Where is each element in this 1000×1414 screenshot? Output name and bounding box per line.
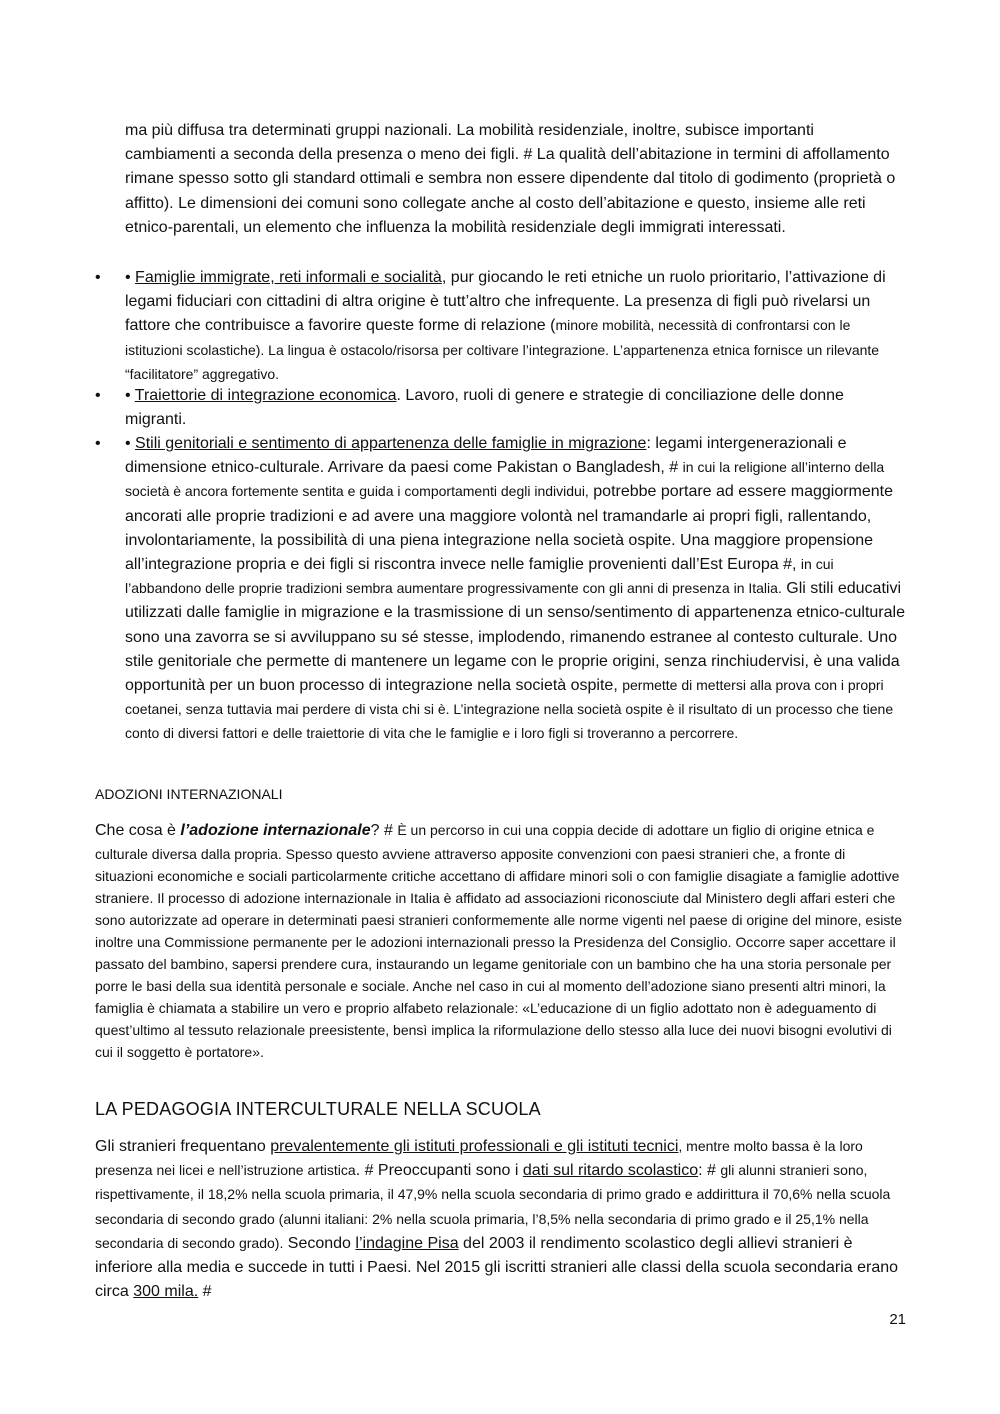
paragraph-text: : # [698, 1162, 721, 1180]
bullet-text: Gli stili educativi utilizzati dalle famiglie in migrazione e la trasmissione di un senso/sentimento di appartenenza etnico-culturale sono una zavorra se si avviluppano su sé stesse, implodendo, rimanendo estranee al contesto culturale. Uno stile genitoriale che permette di mantenere un legame con le proprie origini, senza rinchiudervisi, è una valida opportunità per un buon processo di integrazione nella società ospite, [125, 580, 905, 695]
bullet-text: potrebbe portare ad essere maggiormente ancorati alle proprie tradizioni e ad avere una maggiore volontà nel tramandarle ai propri figli, rallentando, involontariamente, la possibilità di una piena integrazione nella società ospite. Una maggiore propensione all’integrazione propria e dei figli si riscontra invece nelle famiglie provenienti dall’Est Europa #, [125, 483, 894, 574]
question-term: l’adozione internazionale [180, 822, 371, 839]
bullet-inline-mark: • [125, 269, 136, 286]
bullet-text: , pur giocando le reti etniche un ruolo prioritario, l’attivazione di legami fiduciari con cittadini di altra origine è tutt’altro che infrequente. La presenza di figli può rivelarsi un fattore che contribuisce a favorire queste forme di relazione ( [125, 269, 886, 335]
section-heading-pedagogia: LA PEDAGOGIA INTERCULTURALE NELLA SCUOLA [95, 1099, 541, 1119]
bullet-small-text: permette di mettersi alla prova con i propri coetanei, senza tuttavia mai perdere di vista chi si è. L’integrazione nella società ospite è il risultato di un processo che tiene conto di diversi fattori e delle traiettorie di vita che le famiglie e i loro figli si troveranno a percorrere. [125, 677, 894, 742]
underlined-phrase-300mila: 300 mila. [133, 1283, 199, 1301]
bullet-small-text: in cui l’abbandono delle proprie tradizioni sembra aumentare progressivamente con gli anni di presenza in Italia. [125, 556, 834, 597]
paragraph-pedagogia [95, 1135, 907, 1304]
underlined-phrase-ritardo: dati sul ritardo scolastico [522, 1162, 699, 1180]
paragraph-text: ma più diffusa tra determinati gruppi nazionali. La mobilità residenziale, inoltre, subisce importanti cambiamenti a seconda della presenza o meno dei figli. # La qualità dell’abitazione in termini di affollamento rimane spesso sotto gli standard ottimali e sembra non essere dipendente dal titolo di godimento (proprietà o affitto). Le dimensioni dei comuni sono collegate anche al costo dell’abitazione e questo, insieme alle reti etnico-parentali, un elemento che influenza la mobilità residenziale degli immigrati interessati. [125, 122, 896, 236]
paragraph-text: Secondo [283, 1234, 356, 1252]
adozioni-body: È un percorso in cui una coppia decide di adottare un figlio di origine etnica e culturale diversa dalla propria. Spesso questo avviene attraverso apposite convenzioni con paesi stranieri che, a fronte di situazioni economiche e sociali particolarmente critiche accettano di affidare minori soli o con famiglie disagiate a famiglie adottive straniere. Il processo di adozione internazionale in Italia è affidato ad associazioni riconosciute dal Ministero degli affari esteri che sono autorizzate ad operare in determinati paesi stranieri conformemente alle norme vigenti nel paese di origine del minore, esiste inoltre una Commissione permanente per le adozioni internazionali presso la Presidenza del Consiglio. Occorre saper accettare il passato del bambino, sapersi prendere cura, instaurando un legame genitoriale con un bambino che ha una storia personale per porre le basi della sua identità personale e sociale. Anche nel caso in cui al momento dell’adozione siano presenti altri minori, la famiglia è chiamata a stabilire un vero e proprio alfabeto relazionale: «L’educazione di un figlio adottato non è adeguamento di quest’ultimo al tessuto relazionale preesistente, bensì implica la riformulazione dello stesso alla luce dei nuovi bisogni evolutivi di cui il soggetto è portatore». [95, 822, 902, 1061]
question-text: ? # [370, 822, 398, 839]
underlined-phrase-pisa: l’indagine Pisa [355, 1234, 459, 1252]
bullet-item-stili [125, 432, 907, 747]
paragraph-small-text: gli alunni stranieri sono, rispettivamente, il 18,2% nella scuola primaria, il 47,9% nella scuola secondaria di primo grado e addirittura il 70,6% nella scuola secondaria di secondo grado (alunni italiani: 2% nella scuola primaria, l’8,5% nella secondaria di primo grado e il 25,1% nella secondaria di secondo grado). [95, 1162, 891, 1251]
paragraph-small-text: , mentre molto bassa è la loro presenza nei licei e nell’istruzione artistica [95, 1138, 863, 1179]
bullet-item-famiglie [125, 266, 907, 387]
bullet-small-text: minore mobilità, necessità di confrontarsi con le istituzioni scolastiche). La lingua è ostacolo/risorsa per coltivare l’integrazione. L’appartenenza etnica fornisce un rilevante “facilitatore” aggregativo. [125, 317, 880, 382]
section-heading-adozioni: ADOZIONI INTERNAZIONALI [95, 786, 283, 802]
underlined-phrase-istituti: prevalentemente gli istituti professionali e gli istituti tecnici [270, 1138, 679, 1155]
paragraph-text: . # Preoccupanti sono i [355, 1162, 523, 1180]
topic-link-famiglie: Famiglie immigrate, reti informali e socialità [135, 269, 442, 286]
bullet-inline-mark: • [125, 435, 136, 452]
bullet-text: . Lavoro, ruoli di genere e strategie di conciliazione delle donne migranti. [125, 387, 844, 429]
paragraph-adozioni [95, 819, 907, 1063]
bullet-marker: • [95, 435, 101, 452]
paragraph-text: Gli stranieri frequentano [95, 1138, 271, 1155]
bullet-marker: • [95, 269, 101, 286]
topic-link-traiettorie: Traiettorie di integrazione economica [134, 387, 397, 404]
bullet-text: : legami intergenerazionali e dimensione etnico-culturale. Arrivare da paesi come Pakistan o Bangladesh, # [125, 435, 847, 477]
page-number: 21 [889, 1311, 906, 1328]
bullet-small-text: in cui la religione all’interno della società è ancora fortemente sentita e guida i comportamenti degli individui, [125, 459, 885, 500]
bullet-inline-mark: • [125, 387, 135, 404]
topic-link-stili: Stili genitoriali e sentimento di appartenenza delle famiglie in migrazione [135, 435, 647, 452]
question-text: Che cosa è [95, 822, 181, 839]
bullet-item-traiettorie [125, 384, 907, 432]
paragraph-mobilita [125, 119, 907, 240]
paragraph-text: # [198, 1283, 212, 1301]
bullet-marker: • [95, 387, 101, 404]
paragraph-text: del 2003 il rendimento scolastico degli allievi stranieri è inferiore alla media e succede in tutti i Paesi. Nel 2015 gli iscritti stranieri alle classi della scuola secondaria erano circa [95, 1234, 899, 1301]
